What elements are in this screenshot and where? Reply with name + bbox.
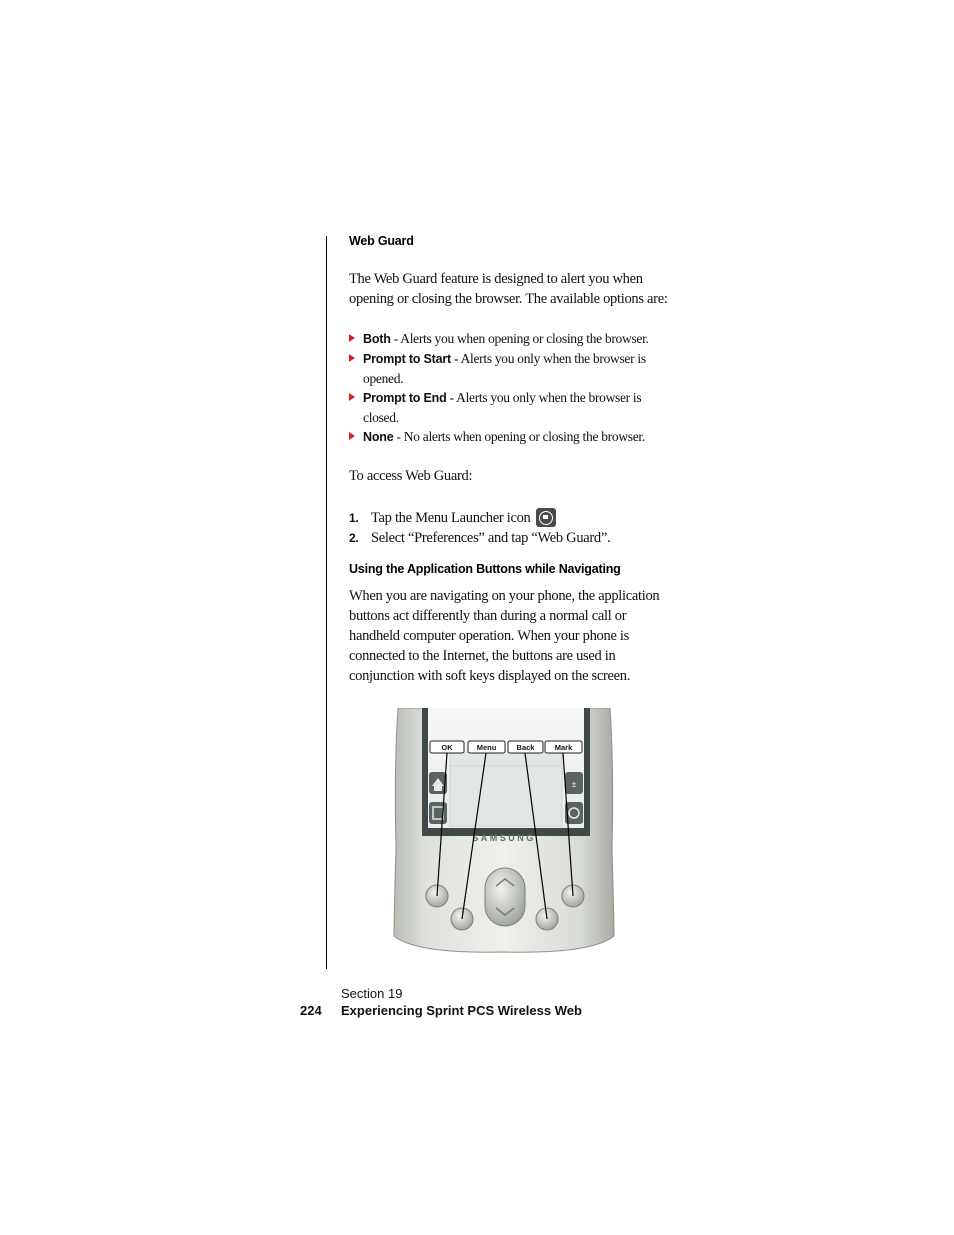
page-number: 224 bbox=[300, 1003, 322, 1018]
step-number: 2. bbox=[349, 530, 359, 545]
option-term: None bbox=[363, 430, 394, 445]
list-item bbox=[329, 427, 679, 447]
menu-launcher-icon bbox=[536, 508, 556, 527]
bullet-arrow-icon bbox=[349, 432, 355, 440]
brand-logo: SAMSUNG bbox=[472, 833, 536, 843]
screen-lower-area bbox=[450, 752, 562, 826]
option-desc: - Alerts you when opening or closing the browser. bbox=[390, 331, 649, 347]
list-item bbox=[329, 329, 679, 349]
main-content bbox=[349, 230, 679, 687]
list-item bbox=[349, 508, 679, 528]
application-buttons-body: When you are navigating on your phone, the application buttons act differently than during a normal call or handheld computer operation. When your phone is connected to the Internet, the buttons are used in conjunction with soft keys displayed on the screen. bbox=[349, 587, 660, 685]
softkey-back: Back bbox=[516, 743, 535, 752]
web-guard-intro: The Web Guard feature is designed to alert you when opening or closing the browser. The available options are: bbox=[349, 271, 668, 308]
scroll-rocker bbox=[485, 868, 525, 926]
softkey-mark: Mark bbox=[554, 743, 573, 752]
option-desc: - No alerts when opening or closing the browser. bbox=[393, 429, 645, 445]
list-item bbox=[349, 528, 679, 548]
list-item bbox=[329, 388, 679, 427]
softkey-menu: Menu bbox=[476, 743, 497, 752]
heading-application-buttons: Using the Application Buttons while Navigating bbox=[349, 561, 621, 576]
option-term: Both bbox=[363, 332, 391, 347]
footer-section: Section 19 bbox=[341, 986, 403, 1001]
calculator-icon: ± bbox=[571, 779, 577, 789]
softkey-ok: OK bbox=[441, 743, 453, 752]
device-illustration bbox=[392, 708, 616, 954]
heading-web-guard: Web Guard bbox=[349, 234, 414, 248]
bullet-arrow-icon bbox=[349, 334, 355, 342]
footer bbox=[341, 986, 582, 1018]
step-number: 1. bbox=[349, 510, 359, 525]
step-text: Select “Preferences” and tap “Web Guard”. bbox=[371, 529, 611, 546]
footer-title: Experiencing Sprint PCS Wireless Web bbox=[341, 1003, 582, 1018]
option-term: Prompt to Start bbox=[363, 352, 451, 367]
bullet-arrow-icon bbox=[349, 354, 355, 362]
step-text: Tap the Menu Launcher icon bbox=[371, 509, 534, 526]
options-list bbox=[329, 329, 679, 447]
steps-list bbox=[349, 508, 679, 548]
option-desc: - Alerts you only when the browser is closed. bbox=[363, 390, 642, 426]
bullet-arrow-icon bbox=[349, 393, 355, 401]
access-intro: To access Web Guard: bbox=[349, 468, 473, 485]
option-desc: - Alerts you only when the browser is opened. bbox=[363, 351, 646, 387]
option-term: Prompt to End bbox=[363, 391, 447, 406]
margin-rule bbox=[326, 236, 327, 969]
list-item bbox=[329, 349, 679, 388]
